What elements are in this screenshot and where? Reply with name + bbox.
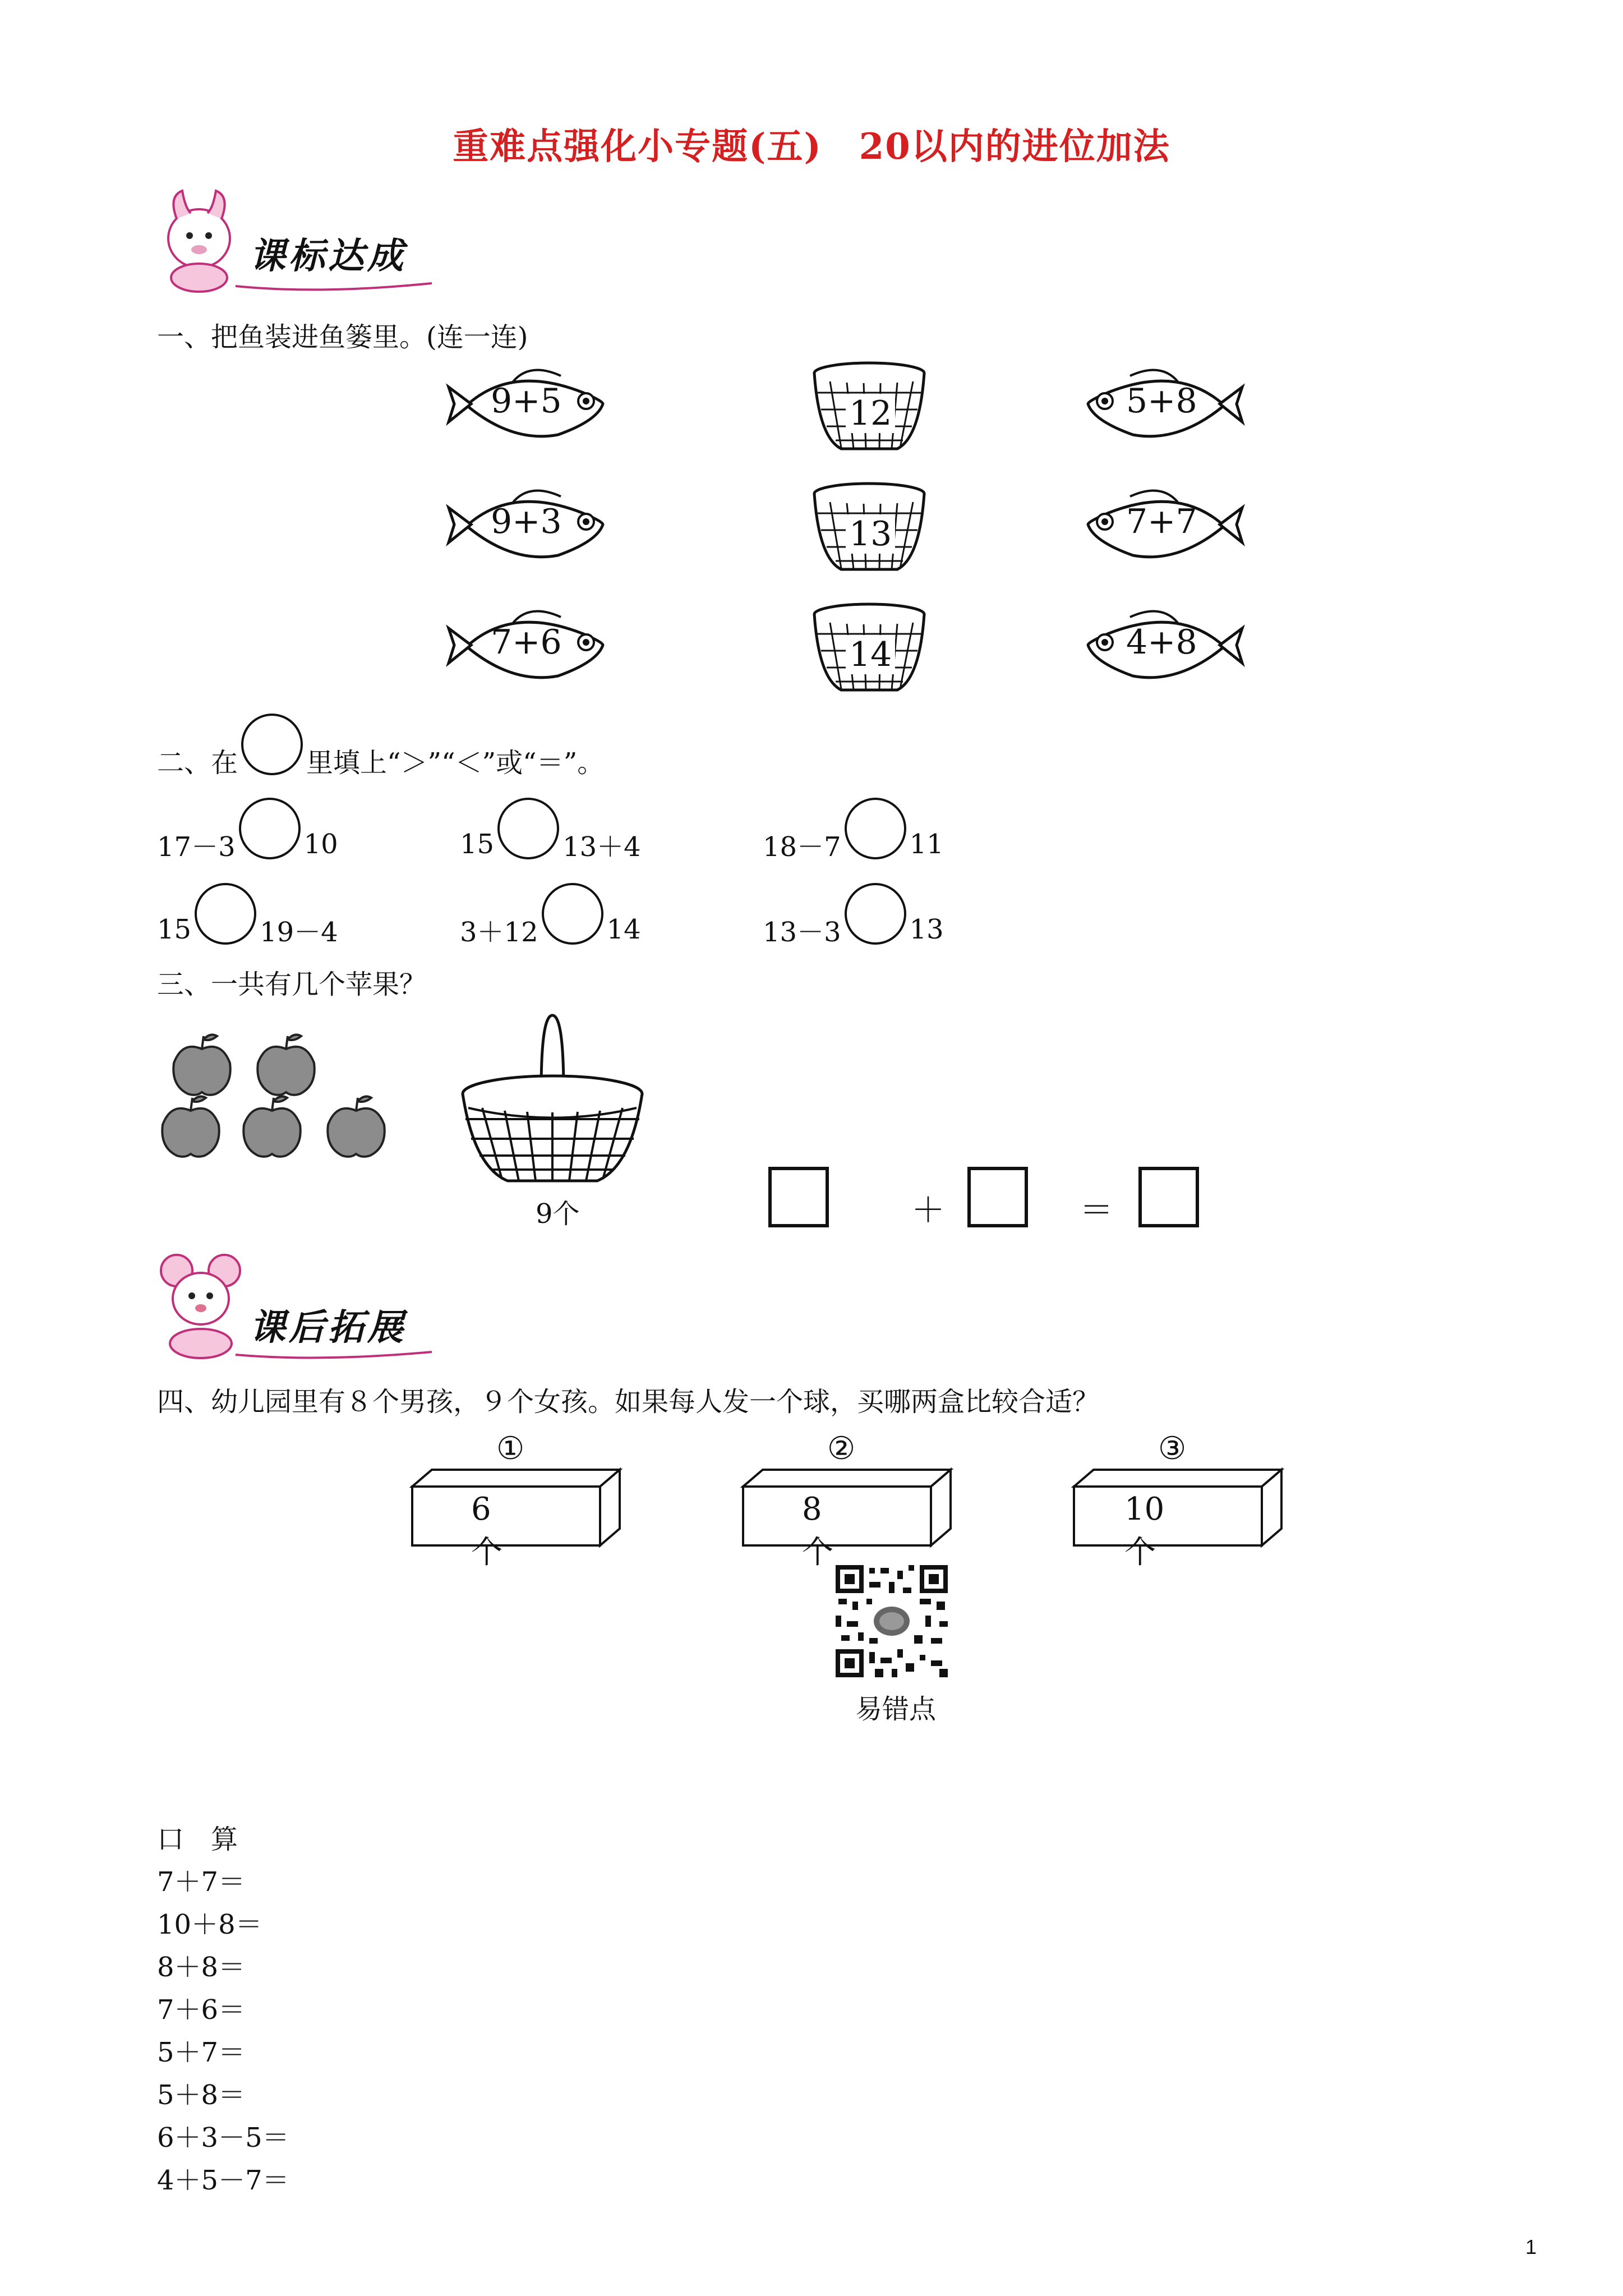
- apple-group: [154, 1029, 412, 1189]
- fish-expression: 4+8: [1126, 623, 1197, 662]
- box-label: 8个: [802, 1491, 833, 1571]
- basket-1[interactable]: [808, 359, 931, 457]
- compare-left: 3＋12: [460, 916, 538, 948]
- compare-right: 10: [303, 829, 338, 860]
- answer-box-2[interactable]: [967, 1167, 1028, 1227]
- box-icon: [740, 1467, 953, 1551]
- section-banner-2: [151, 1251, 443, 1363]
- qr-code-icon: [836, 1565, 948, 1677]
- plus-sign: ＋: [911, 1191, 945, 1230]
- fish-left-3[interactable]: [446, 600, 608, 692]
- qr-code[interactable]: [836, 1565, 948, 1725]
- compare-left: 15: [157, 914, 192, 945]
- fish-left-2[interactable]: [446, 480, 608, 572]
- compare-right: 11: [909, 829, 944, 860]
- qr-caption: 易错点: [855, 1694, 937, 1725]
- compare-right: 19－4: [260, 916, 338, 948]
- answer-circle[interactable]: [845, 883, 906, 945]
- compare-left: 18－7: [763, 831, 841, 863]
- answer-box-1[interactable]: [768, 1167, 829, 1227]
- oral-item: 8＋8＝: [157, 1952, 246, 1983]
- basket-number: 12: [846, 394, 895, 433]
- answer-circle[interactable]: [497, 798, 559, 859]
- fish-expression: 9+3: [491, 502, 562, 541]
- oral-item: 10＋8＝: [157, 1909, 262, 1940]
- page-number: 1: [1525, 2235, 1537, 2258]
- fish-right-2[interactable]: [1082, 480, 1245, 572]
- compare-right: 13: [909, 914, 944, 945]
- box-number: ③: [1158, 1430, 1187, 1467]
- question-2-prefix: 二、在: [157, 747, 238, 779]
- answer-circle-example: [241, 714, 303, 775]
- compare-item-2: [460, 813, 641, 875]
- apple-icon: [154, 1029, 412, 1186]
- question-3: 三、一共有几个苹果？: [157, 969, 427, 1000]
- fish-left-1[interactable]: [446, 359, 608, 451]
- fish-expression: 7+6: [491, 623, 562, 662]
- box-number: ②: [827, 1430, 856, 1467]
- question-2-suffix: 里填上“＞”“＜”或“＝”。: [306, 747, 605, 779]
- basket-number: 13: [846, 514, 895, 554]
- section-label: 课后拓展: [250, 1307, 407, 1349]
- section-banner-1: [151, 185, 443, 297]
- oral-item: 5＋7＝: [157, 2037, 246, 2068]
- compare-left: 17－3: [157, 831, 236, 863]
- answer-circle[interactable]: [845, 798, 906, 859]
- question-1: 一、把鱼装进鱼篓里。(连一连): [157, 321, 528, 353]
- answer-circle[interactable]: [239, 798, 301, 859]
- fish-expression: 5+8: [1126, 381, 1197, 421]
- basket-number: 14: [846, 635, 895, 674]
- fish-expression: 7+7: [1126, 502, 1197, 541]
- equals-sign: ＝: [1080, 1191, 1113, 1230]
- compare-item-3: [763, 813, 944, 875]
- box-number: ①: [496, 1430, 525, 1467]
- box-icon: [409, 1467, 623, 1551]
- compare-item-4: [157, 899, 338, 960]
- answer-box-3[interactable]: [1138, 1167, 1199, 1227]
- fish-right-1[interactable]: [1082, 359, 1245, 451]
- apple-basket: [457, 1010, 648, 1230]
- page-title: 重难点强化小专题(五) 20以内的进位加法: [453, 126, 1170, 168]
- oral-item: 5＋8＝: [157, 2079, 246, 2111]
- basket-3[interactable]: [808, 600, 931, 698]
- question-2: [157, 729, 604, 791]
- oral-item: 7＋7＝: [157, 1866, 246, 1898]
- box-label: 6个: [471, 1491, 502, 1571]
- compare-right: 13＋4: [562, 831, 641, 863]
- answer-circle[interactable]: [542, 883, 603, 945]
- compare-item-5: [460, 899, 641, 960]
- oral-heading: 口 算: [157, 1824, 238, 1855]
- compare-item-1: [157, 813, 338, 875]
- compare-left: 15: [460, 829, 495, 860]
- basket-with-handle-icon: [457, 1010, 648, 1195]
- compare-left: 13－3: [763, 916, 841, 948]
- section-label: 课标达成: [250, 236, 407, 277]
- fish-expression: 9+5: [491, 381, 562, 421]
- basket-2[interactable]: [808, 480, 931, 577]
- question-4: 四、幼儿园里有８个男孩，９个女孩。如果每人发一个球，买哪两盒比较合适？: [157, 1386, 1100, 1418]
- oral-item: 7＋6＝: [157, 1994, 246, 2026]
- oral-item: 6＋3－5＝: [157, 2122, 289, 2154]
- compare-right: 14: [606, 914, 641, 945]
- oral-item: 4＋5－7＝: [157, 2165, 289, 2196]
- basket-count-label: 9个: [536, 1198, 580, 1230]
- compare-item-6: [763, 899, 944, 960]
- box-icon: [1071, 1467, 1284, 1551]
- answer-circle[interactable]: [195, 883, 256, 945]
- fish-right-3[interactable]: [1082, 600, 1245, 692]
- box-label: 10个: [1124, 1491, 1165, 1571]
